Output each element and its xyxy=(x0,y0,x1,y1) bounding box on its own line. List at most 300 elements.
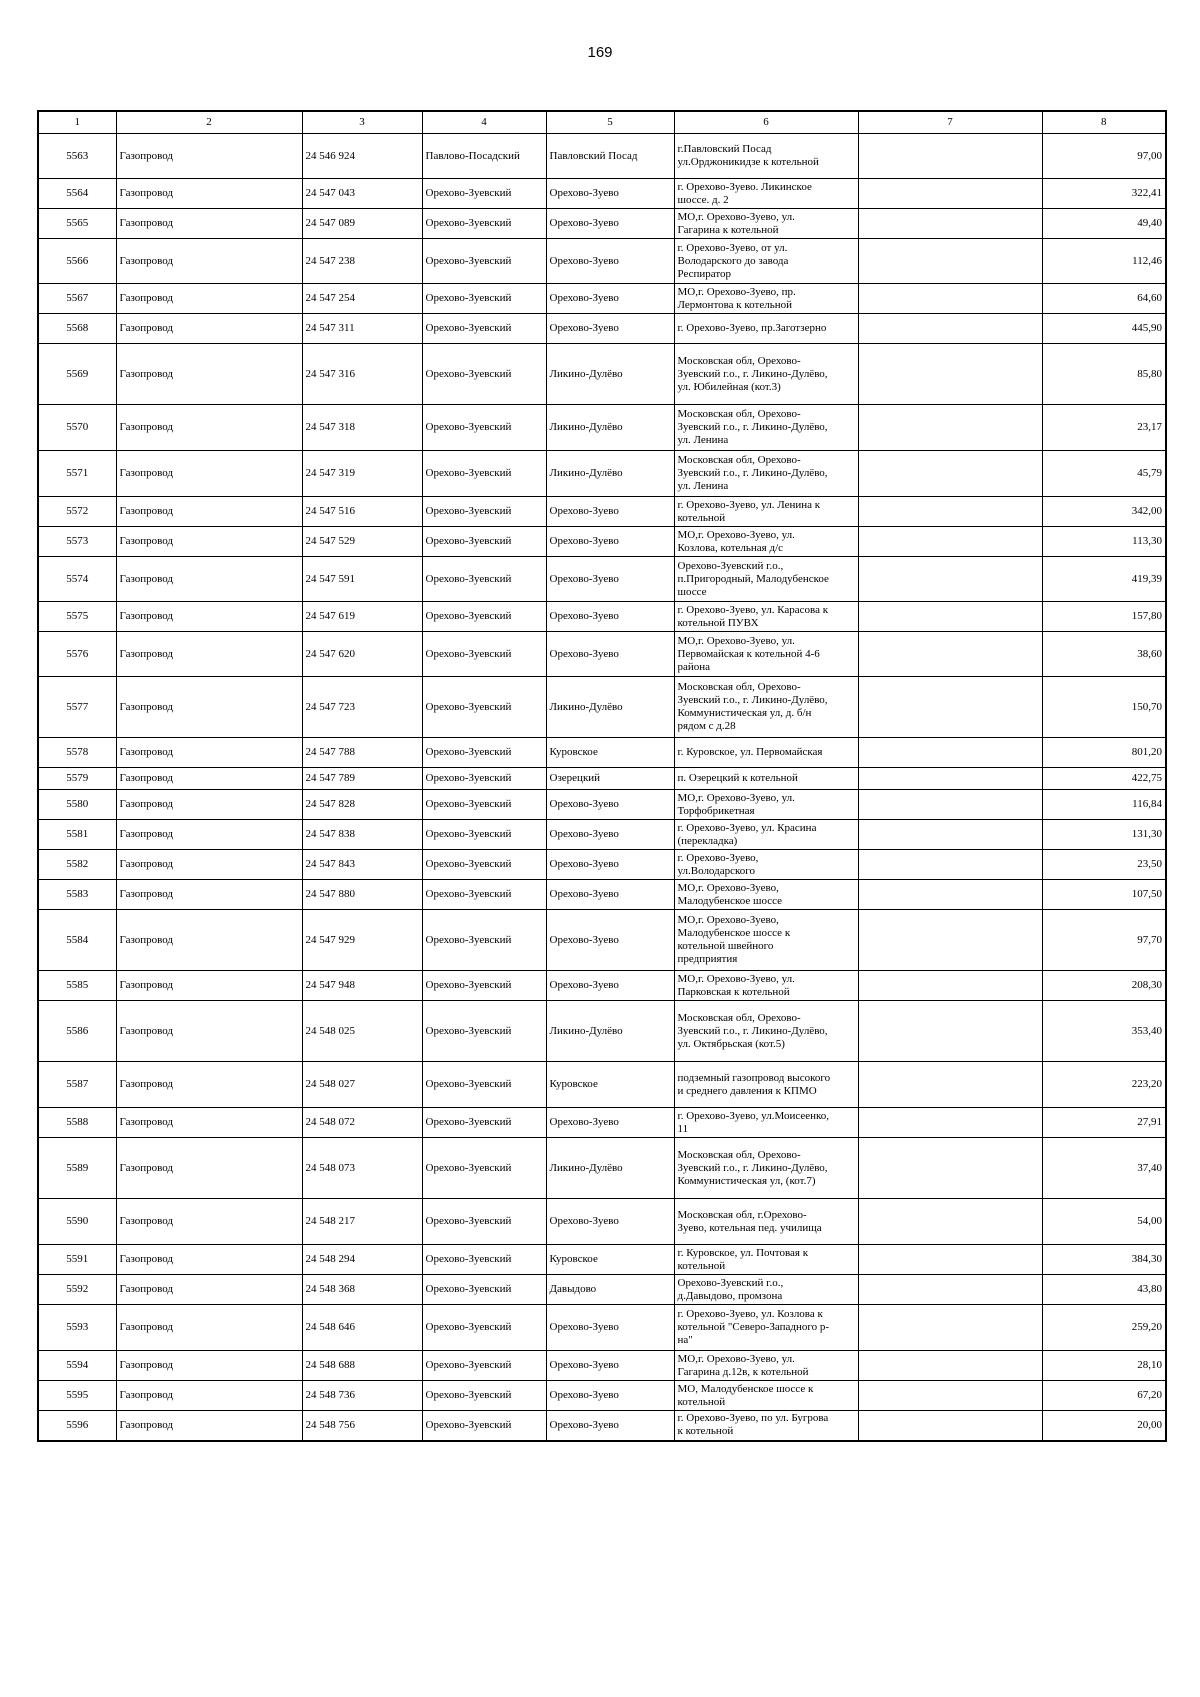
table-cell-col-8: 27,91 xyxy=(1042,1108,1166,1138)
table-row xyxy=(38,820,1166,850)
table-cell-col-3: 24 548 217 xyxy=(302,1199,422,1245)
table-cell-col-2: Газопровод xyxy=(116,768,302,790)
table-row xyxy=(38,497,1166,527)
table-cell-col-5: Орехово-Зуево xyxy=(546,632,674,677)
table-cell-col-5: Озерецкий xyxy=(546,768,674,790)
table-cell-col-3: 24 548 025 xyxy=(302,1001,422,1062)
table-cell-col-8: 20,00 xyxy=(1042,1411,1166,1441)
table-cell-col-5: Куровское xyxy=(546,1062,674,1108)
table-row xyxy=(38,602,1166,632)
table-cell-col-1: 5586 xyxy=(38,1001,116,1062)
table-cell-col-8: 157,80 xyxy=(1042,602,1166,632)
table-cell-col-5: Павловский Посад xyxy=(546,134,674,179)
table-cell-col-2: Газопровод xyxy=(116,1275,302,1305)
table-cell-col-5: Ликино-Дулёво xyxy=(546,451,674,497)
table-cell-col-6: Московская обл, Орехово- Зуевский г.о., г. Ликино-Дулёво, ул. Ленина xyxy=(674,405,858,451)
table-cell-col-1: 5596 xyxy=(38,1411,116,1441)
table-cell-col-5: Куровское xyxy=(546,738,674,768)
table-cell-col-3: 24 547 238 xyxy=(302,239,422,284)
table-cell-col-8: 384,30 xyxy=(1042,1245,1166,1275)
table-row xyxy=(38,557,1166,602)
table-cell-col-3: 24 546 924 xyxy=(302,134,422,179)
table-cell-col-6: Московская обл, Орехово- Зуевский г.о., г. Ликино-Дулёво, ул. Юбилейная (кот.3) xyxy=(674,344,858,405)
table-row xyxy=(38,1108,1166,1138)
table-cell-col-6: МО,г. Орехово-Зуево, пр. Лермонтова к котельной xyxy=(674,284,858,314)
table-cell-col-2: Газопровод xyxy=(116,1108,302,1138)
table-cell-col-8: 97,70 xyxy=(1042,910,1166,971)
table-cell-col-7 xyxy=(858,1245,1042,1275)
table-cell-col-1: 5566 xyxy=(38,239,116,284)
table-cell-col-6: Московская обл, Орехово- Зуевский г.о., г. Ликино-Дулёво, ул. Ленина xyxy=(674,451,858,497)
table-cell-col-4: Орехово-Зуевский xyxy=(422,1351,546,1381)
table-cell-col-5: Орехово-Зуево xyxy=(546,239,674,284)
table-cell-col-5: Орехово-Зуево xyxy=(546,602,674,632)
table-cell-col-7 xyxy=(858,1411,1042,1441)
table-cell-col-8: 131,30 xyxy=(1042,820,1166,850)
table-cell-col-4: Орехово-Зуевский xyxy=(422,880,546,910)
table-cell-col-2: Газопровод xyxy=(116,1411,302,1441)
table-cell-col-4: Орехово-Зуевский xyxy=(422,239,546,284)
table-cell-col-1: 5574 xyxy=(38,557,116,602)
table-cell-col-2: Газопровод xyxy=(116,971,302,1001)
table-cell-col-5: Орехово-Зуево xyxy=(546,314,674,344)
table-cell-col-5: Орехово-Зуево xyxy=(546,820,674,850)
table-cell-col-6: МО,г. Орехово-Зуево, ул. Гагарина к котельной xyxy=(674,209,858,239)
table-cell-col-8: 37,40 xyxy=(1042,1138,1166,1199)
table-row xyxy=(38,1062,1166,1108)
table-cell-col-2: Газопровод xyxy=(116,1351,302,1381)
table-cell-col-1: 5577 xyxy=(38,677,116,738)
column-header-8: 8 xyxy=(1042,111,1166,134)
table-cell-col-6: г. Орехово-Зуево, от ул. Володарского до завода Респиратор xyxy=(674,239,858,284)
table-cell-col-3: 24 547 516 xyxy=(302,497,422,527)
table-cell-col-1: 5585 xyxy=(38,971,116,1001)
table-cell-col-1: 5590 xyxy=(38,1199,116,1245)
table-cell-col-3: 24 547 043 xyxy=(302,179,422,209)
table-cell-col-4: Орехово-Зуевский xyxy=(422,1062,546,1108)
table-cell-col-4: Орехово-Зуевский xyxy=(422,1199,546,1245)
table-cell-col-3: 24 547 843 xyxy=(302,850,422,880)
table-cell-col-1: 5571 xyxy=(38,451,116,497)
table-cell-col-2: Газопровод xyxy=(116,1305,302,1351)
table-cell-col-4: Орехово-Зуевский xyxy=(422,1381,546,1411)
table-cell-col-6: г. Орехово-Зуево, ул. Ленина к котельной xyxy=(674,497,858,527)
table-cell-col-6: МО,г. Орехово-Зуево, ул. Парковская к котельной xyxy=(674,971,858,1001)
table-cell-col-4: Орехово-Зуевский xyxy=(422,344,546,405)
column-header-2: 2 xyxy=(116,111,302,134)
table-cell-col-4: Орехово-Зуевский xyxy=(422,1108,546,1138)
table-row xyxy=(38,1001,1166,1062)
table-cell-col-1: 5579 xyxy=(38,768,116,790)
table-cell-col-2: Газопровод xyxy=(116,209,302,239)
table-cell-col-4: Орехово-Зуевский xyxy=(422,179,546,209)
table-cell-col-8: 38,60 xyxy=(1042,632,1166,677)
table-cell-col-1: 5575 xyxy=(38,602,116,632)
table-cell-col-2: Газопровод xyxy=(116,790,302,820)
table-cell-col-6: Московская обл, Орехово- Зуевский г.о., г. Ликино-Дулёво, Коммунистическая ул, (кот.7) xyxy=(674,1138,858,1199)
table-cell-col-8: 322,41 xyxy=(1042,179,1166,209)
table-cell-col-8: 45,79 xyxy=(1042,451,1166,497)
table-row xyxy=(38,1305,1166,1351)
table-cell-col-7 xyxy=(858,768,1042,790)
table-row xyxy=(38,971,1166,1001)
column-header-6: 6 xyxy=(674,111,858,134)
table-row xyxy=(38,344,1166,405)
table-cell-col-2: Газопровод xyxy=(116,910,302,971)
table-row xyxy=(38,1381,1166,1411)
table-cell-col-8: 208,30 xyxy=(1042,971,1166,1001)
table-cell-col-1: 5569 xyxy=(38,344,116,405)
table-cell-col-7 xyxy=(858,134,1042,179)
table-cell-col-3: 24 547 929 xyxy=(302,910,422,971)
table-row xyxy=(38,451,1166,497)
table-cell-col-5: Орехово-Зуево xyxy=(546,497,674,527)
table-row xyxy=(38,1138,1166,1199)
table-row xyxy=(38,768,1166,790)
column-header-3: 3 xyxy=(302,111,422,134)
table-cell-col-7 xyxy=(858,557,1042,602)
table-cell-col-6: г. Орехово-Зуево, ул. Карасова к котельной ПУВХ xyxy=(674,602,858,632)
table-cell-col-6: г. Орехово-Зуево, ул. Козлова к котельной "Северо-Западного р- на" xyxy=(674,1305,858,1351)
table-cell-col-5: Орехово-Зуево xyxy=(546,850,674,880)
table-cell-col-3: 24 548 294 xyxy=(302,1245,422,1275)
table-cell-col-6: Московская обл, Орехово- Зуевский г.о., г. Ликино-Дулёво, Коммунистическая ул, д. б/н рядом с д.28 xyxy=(674,677,858,738)
table-cell-col-5: Орехово-Зуево xyxy=(546,1351,674,1381)
table-cell-col-7 xyxy=(858,632,1042,677)
table-cell-col-6: Орехово-Зуевский г.о., п.Пригородный, Малодубенское шоссе xyxy=(674,557,858,602)
table-cell-col-2: Газопровод xyxy=(116,677,302,738)
table-cell-col-5: Орехово-Зуево xyxy=(546,790,674,820)
table-cell-col-1: 5578 xyxy=(38,738,116,768)
table-cell-col-3: 24 547 254 xyxy=(302,284,422,314)
table-cell-col-8: 23,17 xyxy=(1042,405,1166,451)
table-cell-col-3: 24 547 723 xyxy=(302,677,422,738)
table-cell-col-3: 24 548 736 xyxy=(302,1381,422,1411)
table-cell-col-2: Газопровод xyxy=(116,820,302,850)
table-cell-col-7 xyxy=(858,209,1042,239)
table-cell-col-7 xyxy=(858,880,1042,910)
table-cell-col-6: Орехово-Зуевский г.о., д.Давыдово, промзона xyxy=(674,1275,858,1305)
table-cell-col-7 xyxy=(858,677,1042,738)
table-cell-col-5: Ликино-Дулёво xyxy=(546,344,674,405)
table-cell-col-7 xyxy=(858,790,1042,820)
table-cell-col-3: 24 547 529 xyxy=(302,527,422,557)
table-cell-col-1: 5594 xyxy=(38,1351,116,1381)
table-cell-col-7 xyxy=(858,1199,1042,1245)
table-cell-col-6: МО,г. Орехово-Зуево, ул. Козлова, котельная д/с xyxy=(674,527,858,557)
table-cell-col-6: Московская обл, г.Орехово- Зуево, котельная пед. училища xyxy=(674,1199,858,1245)
table-cell-col-4: Орехово-Зуевский xyxy=(422,602,546,632)
table-cell-col-7 xyxy=(858,451,1042,497)
table-cell-col-7 xyxy=(858,850,1042,880)
table-cell-col-2: Газопровод xyxy=(116,451,302,497)
table-cell-col-4: Орехово-Зуевский xyxy=(422,850,546,880)
table-cell-col-8: 445,90 xyxy=(1042,314,1166,344)
table-cell-col-6: г. Орехово-Зуево, пр.Заготзерно xyxy=(674,314,858,344)
table-cell-col-6: г. Куровское, ул. Почтовая к котельной xyxy=(674,1245,858,1275)
table-cell-col-1: 5587 xyxy=(38,1062,116,1108)
table-cell-col-2: Газопровод xyxy=(116,1245,302,1275)
table-cell-col-1: 5568 xyxy=(38,314,116,344)
table-cell-col-6: Московская обл, Орехово- Зуевский г.о., г. Ликино-Дулёво, ул. Октябрьская (кот.5) xyxy=(674,1001,858,1062)
table-cell-col-3: 24 548 073 xyxy=(302,1138,422,1199)
table-cell-col-1: 5591 xyxy=(38,1245,116,1275)
table-cell-col-8: 223,20 xyxy=(1042,1062,1166,1108)
table-cell-col-7 xyxy=(858,1275,1042,1305)
table-cell-col-6: МО, Малодубенское шоссе к котельной xyxy=(674,1381,858,1411)
table-cell-col-1: 5564 xyxy=(38,179,116,209)
table-cell-col-8: 112,46 xyxy=(1042,239,1166,284)
table-row xyxy=(38,880,1166,910)
table-cell-col-2: Газопровод xyxy=(116,850,302,880)
table-cell-col-5: Орехово-Зуево xyxy=(546,1199,674,1245)
table-cell-col-8: 64,60 xyxy=(1042,284,1166,314)
table-cell-col-2: Газопровод xyxy=(116,632,302,677)
table-cell-col-4: Орехово-Зуевский xyxy=(422,1001,546,1062)
table-cell-col-1: 5563 xyxy=(38,134,116,179)
table-cell-col-7 xyxy=(858,527,1042,557)
table-cell-col-2: Газопровод xyxy=(116,1138,302,1199)
table-cell-col-7 xyxy=(858,971,1042,1001)
table-cell-col-4: Орехово-Зуевский xyxy=(422,405,546,451)
table-cell-col-3: 24 548 072 xyxy=(302,1108,422,1138)
table-cell-col-4: Орехово-Зуевский xyxy=(422,527,546,557)
table-cell-col-8: 422,75 xyxy=(1042,768,1166,790)
table-cell-col-2: Газопровод xyxy=(116,497,302,527)
table-cell-col-4: Орехово-Зуевский xyxy=(422,910,546,971)
table-cell-col-7 xyxy=(858,1108,1042,1138)
table-cell-col-6: МО,г. Орехово-Зуево, ул. Торфобрикетная xyxy=(674,790,858,820)
table-cell-col-3: 24 547 838 xyxy=(302,820,422,850)
table-cell-col-5: Орехово-Зуево xyxy=(546,1305,674,1351)
table-cell-col-6: МО,г. Орехово-Зуево, Малодубенское шоссе xyxy=(674,880,858,910)
table-row xyxy=(38,790,1166,820)
table-cell-col-8: 113,30 xyxy=(1042,527,1166,557)
table-cell-col-4: Павлово-Посадский xyxy=(422,134,546,179)
table-cell-col-3: 24 547 828 xyxy=(302,790,422,820)
table-cell-col-4: Орехово-Зуевский xyxy=(422,1245,546,1275)
table-cell-col-2: Газопровод xyxy=(116,602,302,632)
table-cell-col-3: 24 547 788 xyxy=(302,738,422,768)
table-row xyxy=(38,239,1166,284)
table-cell-col-1: 5589 xyxy=(38,1138,116,1199)
table-cell-col-2: Газопровод xyxy=(116,527,302,557)
table-cell-col-3: 24 547 880 xyxy=(302,880,422,910)
table-cell-col-7 xyxy=(858,1351,1042,1381)
table-cell-col-1: 5595 xyxy=(38,1381,116,1411)
page-number: 169 xyxy=(587,44,613,61)
table-cell-col-5: Ликино-Дулёво xyxy=(546,405,674,451)
table-cell-col-8: 43,80 xyxy=(1042,1275,1166,1305)
column-header-7: 7 xyxy=(858,111,1042,134)
table-cell-col-7 xyxy=(858,1138,1042,1199)
table-cell-col-4: Орехово-Зуевский xyxy=(422,1138,546,1199)
table-cell-col-5: Ликино-Дулёво xyxy=(546,1001,674,1062)
table-cell-col-7 xyxy=(858,602,1042,632)
table-cell-col-1: 5584 xyxy=(38,910,116,971)
table-cell-col-6: п. Озерецкий к котельной xyxy=(674,768,858,790)
table-cell-col-8: 85,80 xyxy=(1042,344,1166,405)
table-cell-col-6: г. Орехово-Зуево, ул.Моисеенко, 11 xyxy=(674,1108,858,1138)
table-row xyxy=(38,1199,1166,1245)
table-cell-col-2: Газопровод xyxy=(116,557,302,602)
table-row xyxy=(38,134,1166,179)
column-header-4: 4 xyxy=(422,111,546,134)
table-cell-col-7 xyxy=(858,738,1042,768)
column-header-1: 1 xyxy=(38,111,116,134)
table-row xyxy=(38,1245,1166,1275)
table-cell-col-4: Орехово-Зуевский xyxy=(422,209,546,239)
table-cell-col-4: Орехово-Зуевский xyxy=(422,497,546,527)
table-row xyxy=(38,209,1166,239)
table-cell-col-2: Газопровод xyxy=(116,738,302,768)
table-row xyxy=(38,314,1166,344)
table-cell-col-4: Орехово-Зуевский xyxy=(422,971,546,1001)
table-cell-col-4: Орехово-Зуевский xyxy=(422,1305,546,1351)
table-cell-col-2: Газопровод xyxy=(116,284,302,314)
table-cell-col-4: Орехово-Зуевский xyxy=(422,284,546,314)
table-cell-col-8: 150,70 xyxy=(1042,677,1166,738)
table-cell-col-8: 116,84 xyxy=(1042,790,1166,820)
table-cell-col-5: Орехово-Зуево xyxy=(546,880,674,910)
table-row xyxy=(38,179,1166,209)
table-cell-col-1: 5583 xyxy=(38,880,116,910)
table-cell-col-4: Орехово-Зуевский xyxy=(422,738,546,768)
table-cell-col-4: Орехово-Зуевский xyxy=(422,677,546,738)
table-cell-col-5: Орехово-Зуево xyxy=(546,1411,674,1441)
table-cell-col-3: 24 547 319 xyxy=(302,451,422,497)
table-cell-col-7 xyxy=(858,405,1042,451)
table-cell-col-5: Орехово-Зуево xyxy=(546,1108,674,1138)
table-row xyxy=(38,632,1166,677)
table-cell-col-8: 353,40 xyxy=(1042,1001,1166,1062)
table-body xyxy=(38,134,1166,1441)
table-cell-col-2: Газопровод xyxy=(116,405,302,451)
table-cell-col-3: 24 547 089 xyxy=(302,209,422,239)
table-cell-col-1: 5576 xyxy=(38,632,116,677)
table-cell-col-4: Орехово-Зуевский xyxy=(422,1275,546,1305)
table-cell-col-2: Газопровод xyxy=(116,1381,302,1411)
table-cell-col-8: 107,50 xyxy=(1042,880,1166,910)
table-cell-col-3: 24 547 316 xyxy=(302,344,422,405)
table-cell-col-8: 259,20 xyxy=(1042,1305,1166,1351)
table-cell-col-5: Орехово-Зуево xyxy=(546,284,674,314)
table-cell-col-8: 28,10 xyxy=(1042,1351,1166,1381)
table-cell-col-6: МО,г. Орехово-Зуево, Малодубенское шоссе к котельной швейного предприятия xyxy=(674,910,858,971)
table-cell-col-8: 23,50 xyxy=(1042,850,1166,880)
table-cell-col-6: МО,г. Орехово-Зуево, ул. Первомайская к котельной 4-6 района xyxy=(674,632,858,677)
table-cell-col-8: 97,00 xyxy=(1042,134,1166,179)
table-cell-col-2: Газопровод xyxy=(116,314,302,344)
table-cell-col-3: 24 548 646 xyxy=(302,1305,422,1351)
table-cell-col-1: 5580 xyxy=(38,790,116,820)
table-cell-col-8: 67,20 xyxy=(1042,1381,1166,1411)
table-cell-col-5: Орехово-Зуево xyxy=(546,209,674,239)
table-cell-col-7 xyxy=(858,239,1042,284)
table-cell-col-3: 24 547 591 xyxy=(302,557,422,602)
registry-table xyxy=(37,110,1167,1442)
column-header-5: 5 xyxy=(546,111,674,134)
table-cell-col-6: г.Павловский Посад ул.Орджоникидзе к котельной xyxy=(674,134,858,179)
table-cell-col-7 xyxy=(858,344,1042,405)
table-cell-col-1: 5582 xyxy=(38,850,116,880)
table-cell-col-4: Орехово-Зуевский xyxy=(422,632,546,677)
table-cell-col-7 xyxy=(858,1001,1042,1062)
table-cell-col-2: Газопровод xyxy=(116,344,302,405)
table-cell-col-5: Ликино-Дулёво xyxy=(546,1138,674,1199)
table-cell-col-2: Газопровод xyxy=(116,179,302,209)
table-row xyxy=(38,284,1166,314)
table-cell-col-5: Давыдово xyxy=(546,1275,674,1305)
table-cell-col-1: 5581 xyxy=(38,820,116,850)
table-cell-col-8: 342,00 xyxy=(1042,497,1166,527)
table-cell-col-7 xyxy=(858,1062,1042,1108)
table-cell-col-1: 5593 xyxy=(38,1305,116,1351)
table-cell-col-3: 24 547 318 xyxy=(302,405,422,451)
table-cell-col-5: Орехово-Зуево xyxy=(546,910,674,971)
table-cell-col-2: Газопровод xyxy=(116,880,302,910)
table-cell-col-4: Орехово-Зуевский xyxy=(422,451,546,497)
table-cell-col-3: 24 548 756 xyxy=(302,1411,422,1441)
table-cell-col-8: 54,00 xyxy=(1042,1199,1166,1245)
table-cell-col-7 xyxy=(858,284,1042,314)
table-cell-col-7 xyxy=(858,910,1042,971)
table-cell-col-7 xyxy=(858,314,1042,344)
table-cell-col-3: 24 547 789 xyxy=(302,768,422,790)
table-row xyxy=(38,1275,1166,1305)
table-row xyxy=(38,677,1166,738)
table-cell-col-1: 5565 xyxy=(38,209,116,239)
table-cell-col-2: Газопровод xyxy=(116,1001,302,1062)
table-cell-col-4: Орехово-Зуевский xyxy=(422,1411,546,1441)
table-row xyxy=(38,1411,1166,1441)
table-cell-col-6: г. Орехово-Зуево, ул.Володарского xyxy=(674,850,858,880)
table-cell-col-1: 5570 xyxy=(38,405,116,451)
table-cell-col-3: 24 548 688 xyxy=(302,1351,422,1381)
table-cell-col-7 xyxy=(858,1381,1042,1411)
table-cell-col-6: г. Орехово-Зуево. Ликинское шоссе. д. 2 xyxy=(674,179,858,209)
table-cell-col-1: 5592 xyxy=(38,1275,116,1305)
table-cell-col-8: 419,39 xyxy=(1042,557,1166,602)
table-cell-col-4: Орехово-Зуевский xyxy=(422,768,546,790)
table-cell-col-4: Орехово-Зуевский xyxy=(422,820,546,850)
table-cell-col-1: 5573 xyxy=(38,527,116,557)
table-cell-col-7 xyxy=(858,497,1042,527)
table-row xyxy=(38,850,1166,880)
table-cell-col-4: Орехово-Зуевский xyxy=(422,557,546,602)
table-cell-col-6: г. Орехово-Зуево, ул. Красина (перекладка) xyxy=(674,820,858,850)
table-cell-col-6: МО,г. Орехово-Зуево, ул. Гагарина д.12в, к котельной xyxy=(674,1351,858,1381)
header-row xyxy=(38,111,1166,134)
table-cell-col-3: 24 548 368 xyxy=(302,1275,422,1305)
table-cell-col-6: г. Куровское, ул. Первомайская xyxy=(674,738,858,768)
table-cell-col-8: 49,40 xyxy=(1042,209,1166,239)
table-cell-col-2: Газопровод xyxy=(116,134,302,179)
table-row xyxy=(38,738,1166,768)
table-cell-col-5: Орехово-Зуево xyxy=(546,527,674,557)
table-row xyxy=(38,1351,1166,1381)
table-cell-col-2: Газопровод xyxy=(116,1062,302,1108)
table-cell-col-2: Газопровод xyxy=(116,1199,302,1245)
table-cell-col-3: 24 547 311 xyxy=(302,314,422,344)
table-cell-col-7 xyxy=(858,179,1042,209)
table-cell-col-1: 5572 xyxy=(38,497,116,527)
table-cell-col-7 xyxy=(858,820,1042,850)
table-cell-col-3: 24 547 619 xyxy=(302,602,422,632)
table-cell-col-5: Ликино-Дулёво xyxy=(546,677,674,738)
table-cell-col-8: 801,20 xyxy=(1042,738,1166,768)
table-row xyxy=(38,527,1166,557)
